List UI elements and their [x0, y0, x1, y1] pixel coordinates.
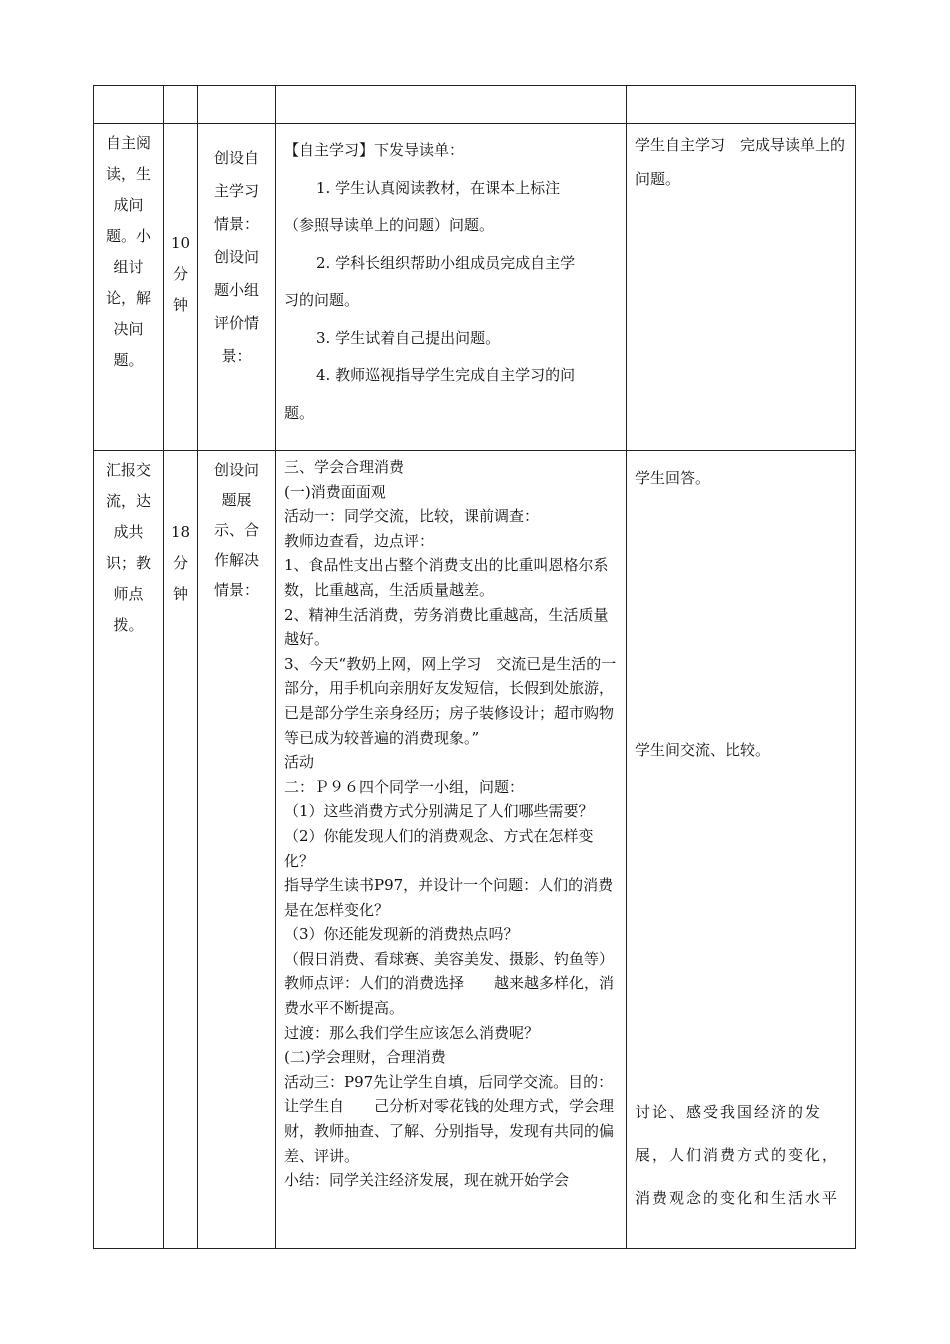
situation-line: 景：: [221, 347, 252, 365]
stage-cell: [94, 124, 164, 451]
content-line: （参照导读单上的问题）问题。: [284, 216, 495, 234]
situation-cell: [198, 124, 276, 451]
stage-cell: [94, 451, 164, 1249]
situation-line: 情景：: [213, 581, 259, 599]
content-line: 活动一：同学交流，比较，课前调查：: [284, 507, 540, 526]
situation-line: 创设问: [213, 248, 259, 266]
situation-cell: [198, 451, 276, 1249]
content-line: 三、学会合理消费: [284, 458, 405, 476]
content-line: 教师点评：人们的消费选择 越来越多样化，消费水平不断提高。: [284, 974, 615, 1018]
time-line: 18: [170, 523, 191, 541]
content-line: 活动三：P97先让学生自填，后同学交流。目的：让学生自 己分析对零花钱的处理方式，学会理财，教师抽查、了解、分别指导，发现有共同的偏差、评讲。: [284, 1072, 615, 1165]
content-line: 题。: [284, 403, 315, 422]
stage-line: 读，生: [105, 165, 151, 183]
situation-line: 题小组: [213, 281, 259, 299]
time-cell: [164, 451, 198, 1249]
cell-empty-1: [94, 86, 164, 124]
content-line: 2、精神生活消费，劳务消费比重越高，生活质量越好。: [284, 605, 609, 649]
content-cell: [276, 124, 627, 451]
content-text: [276, 451, 660, 1193]
cell-empty-2: [164, 86, 198, 124]
cell-empty-4: [276, 86, 627, 124]
situation-text: [198, 124, 275, 373]
stage-line: 自主阅: [105, 134, 151, 152]
time-cell: [164, 124, 198, 451]
situation-line: 作解决: [213, 551, 259, 569]
student-activity-cell: [627, 124, 856, 451]
content-line: 3、今天“教奶上网，网上学习 交流已是生活的一部分，用手机向亲朋好友发短信，长假到处旅游，已是部分学生亲身经历；房子装修设计；超市购物等已成为较普遍的消费现象。” 活动: [284, 654, 660, 772]
content-line: 1. 学生认真阅读教材，在课本上标注: [316, 178, 561, 197]
situation-line: 创设自: [213, 149, 259, 167]
stage-line: 成问: [113, 196, 144, 214]
content-line: 过渡：那么我们学生应该怎么消费呢？: [284, 1023, 540, 1042]
content-line: (二)学会理财，合理消费: [284, 1048, 446, 1067]
situation-line: 主学习: [213, 182, 259, 200]
time-text: [164, 451, 197, 610]
situation-line: 情景：: [213, 215, 259, 233]
stage-line: 论，解: [105, 289, 151, 307]
stage-line: 题。小: [105, 227, 151, 245]
cell-empty-3: [198, 86, 276, 124]
content-line: 习的问题。: [284, 291, 360, 309]
stage-line: 师点: [113, 585, 144, 603]
cell-empty-5: [627, 86, 856, 124]
content-line: （3）你还能发现新的消费热点吗？: [284, 925, 519, 944]
situation-line: 评价情: [213, 314, 259, 332]
stage-line: 决问: [113, 320, 144, 338]
student-activity-answer: 学生回答。: [635, 469, 711, 487]
stage-text: [94, 451, 163, 641]
content-line: （1）这些消费方式分别满足了人们哪些需要？: [284, 802, 594, 821]
stage-line: 汇报交: [105, 461, 151, 479]
situation-text: [198, 451, 275, 605]
content-line: (一)消费面面观: [284, 482, 386, 501]
content-line: 小结：同学关注经济发展，现在就开始学会: [284, 1171, 570, 1190]
content-line: 2. 学科长组织帮助小组成员完成自主学: [316, 253, 576, 272]
time-text: [164, 124, 197, 321]
time-line: 钟: [172, 296, 188, 314]
stage-text: [94, 124, 163, 376]
student-activity-discussion: 讨论、感受我国经济的发展，人们消费方式的变化，消费观念的变化和生活水平: [635, 1103, 840, 1207]
situation-line: 示、合: [213, 521, 259, 539]
content-line: （假日消费、看球赛、美容美发、摄影、钓鱼等）: [284, 949, 615, 968]
stage-line: 识；教: [105, 554, 151, 572]
student-activity-exchange: 学生间交流、比较。: [635, 741, 771, 759]
content-line: 教师边查看，边点评：: [284, 531, 435, 550]
content-line: 二：Ｐ９６四个同学一小组，问题：: [284, 777, 525, 796]
student-activity-cell: [627, 451, 856, 1249]
situation-line: 创设问: [213, 461, 259, 479]
time-line: 钟: [172, 585, 188, 603]
stage-line: 成共: [113, 523, 144, 541]
time-line: 分: [172, 554, 188, 572]
stage-line: 题。: [113, 351, 144, 369]
content-cell: [276, 451, 660, 1249]
lesson-plan-table: [93, 85, 856, 1249]
time-line: 10: [170, 234, 191, 252]
content-line: 3. 学生试着自己提出问题。: [316, 328, 501, 347]
table-row-empty: [94, 86, 856, 124]
table-row-report: [94, 451, 856, 1249]
stage-line: 组讨: [113, 258, 144, 276]
time-line: 分: [172, 265, 188, 283]
stage-line: 拨。: [113, 616, 144, 634]
content-line: 4. 教师巡视指导学生完成自主学习的问: [316, 366, 576, 384]
stage-line: 流，达: [105, 492, 151, 510]
table-row-self-study: [94, 124, 856, 451]
content-line: 1、食品性支出占整个消费支出的比重叫恩格尔系数，比重越高，生活质量越差。: [284, 556, 609, 599]
content-heading: 【自主学习】下发导读单：: [284, 141, 465, 159]
content-line: 指导学生读书P97，并设计一个问题：人们的消费是在怎样变化？: [284, 876, 614, 919]
student-activity-text: 学生自主学习 完成导读单上的问题。: [635, 136, 846, 188]
content-line: （2）你能发现人们的消费观念、方式在怎样变化？: [284, 826, 594, 870]
situation-line: 题展: [221, 491, 252, 509]
